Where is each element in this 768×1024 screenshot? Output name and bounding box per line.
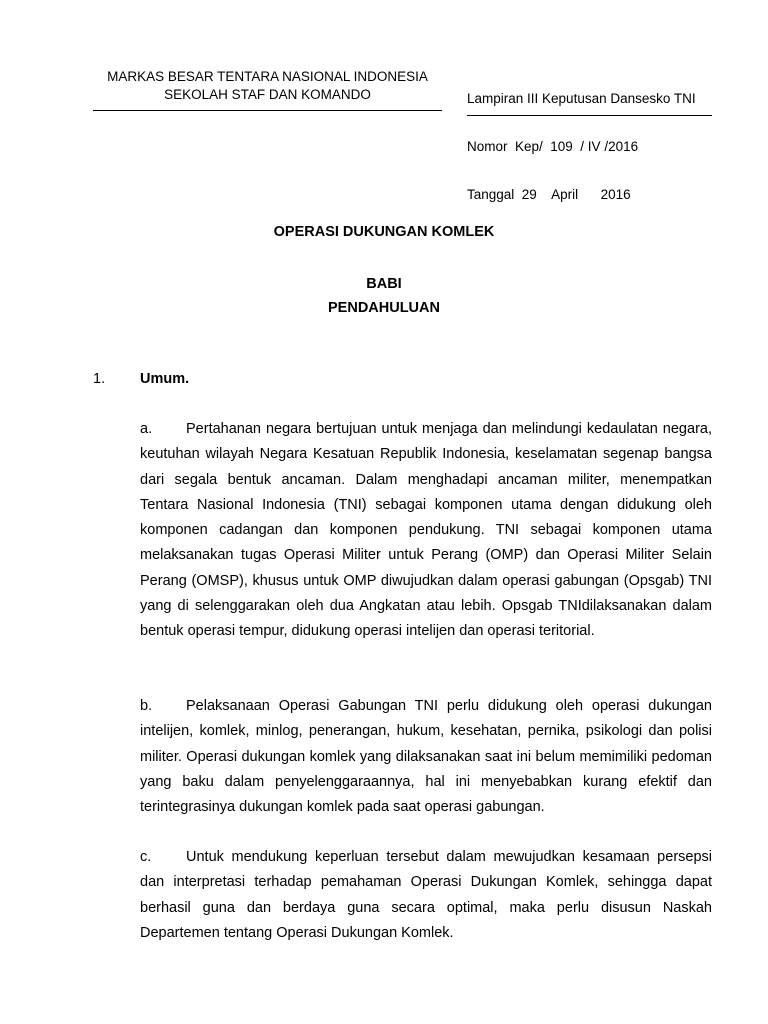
org-name-line2: SEKOLAH STAF DAN KOMANDO [164, 87, 371, 102]
chapter-title: PENDAHULUAN [328, 300, 440, 316]
section-number: 1. [93, 371, 106, 387]
header-reference [467, 59, 717, 219]
paragraph-label: c. [140, 849, 152, 865]
chapter-number: BABI [366, 276, 402, 292]
paragraph-text: Pertahanan negara bertujuan untuk menjaga dan melindungi kedaulatan negara, keutuhan wilayah Negara Kesatuan Republik Indonesia, keselamatan segenap bangsa dari segala bentuk ancaman. Dalam menghadapi ancaman militer, menempatkan Tentara Nasional Indonesia (TNI) sebagai komponen utama dengan didukung oleh komponen cadangan dan komponen pendukung. TNI sebagai komponen utama melaksanakan tugas Operasi Militer untuk Perang (OMP) dan Operasi Militer Selain Perang (OMSP), khusus untuk OMP diwujudkan dalam operasi gabungan (Opsgab) TNI yang di selenggarakan oleh dua Angkatan atau lebih. Opsgab TNIdilaksanakan dalam bentuk operasi tempur, didukung operasi intelijen dan operasi teritorial. [140, 421, 712, 640]
reference-underline [467, 115, 712, 116]
reference-line2: Nomor Kep/ 109 / IV /2016 [467, 139, 639, 154]
header-organization [93, 68, 442, 104]
paragraph-c [140, 845, 712, 946]
section-title: Umum. [140, 371, 190, 387]
paragraph-label: b. [140, 698, 153, 714]
paragraph-b [140, 694, 712, 820]
paragraph-text: Untuk mendukung keperluan tersebut dalam mewujudkan kesamaan persepsi dan interpretasi terhadap pemahaman Operasi Dukungan Komlek, sehingga dapat berhasil guna dan berdaya guna secara optimal, maka perlu disusun Naskah Departemen tentang Operasi Dukungan Komlek. [140, 849, 712, 941]
paragraph-text: Pelaksanaan Operasi Gabungan TNI perlu didukung oleh operasi dukungan intelijen, komlek, minlog, penerangan, hukum, kesehatan, pernika, psikologi dan polisi militer. Operasi dukungan komlek yang dilaksanakan saat ini belum memimiliki pedoman yang baku dalam penyelenggaraannya, hal ini menyebabkan kurang efektif dan terintegrasinya dukungan komlek pada saat operasi gabungan. [140, 698, 712, 816]
reference-line1: Lampiran III Keputusan Dansesko TNI [467, 91, 696, 106]
paragraph-a [140, 417, 712, 645]
document-title: OPERASI DUKUNGAN KOMLEK [273, 224, 495, 240]
reference-line3: Tanggal 29 April 2016 [467, 187, 631, 202]
org-name-line1: MARKAS BESAR TENTARA NASIONAL INDONESIA [107, 69, 428, 84]
org-underline [93, 110, 442, 111]
paragraph-label: a. [140, 421, 153, 437]
